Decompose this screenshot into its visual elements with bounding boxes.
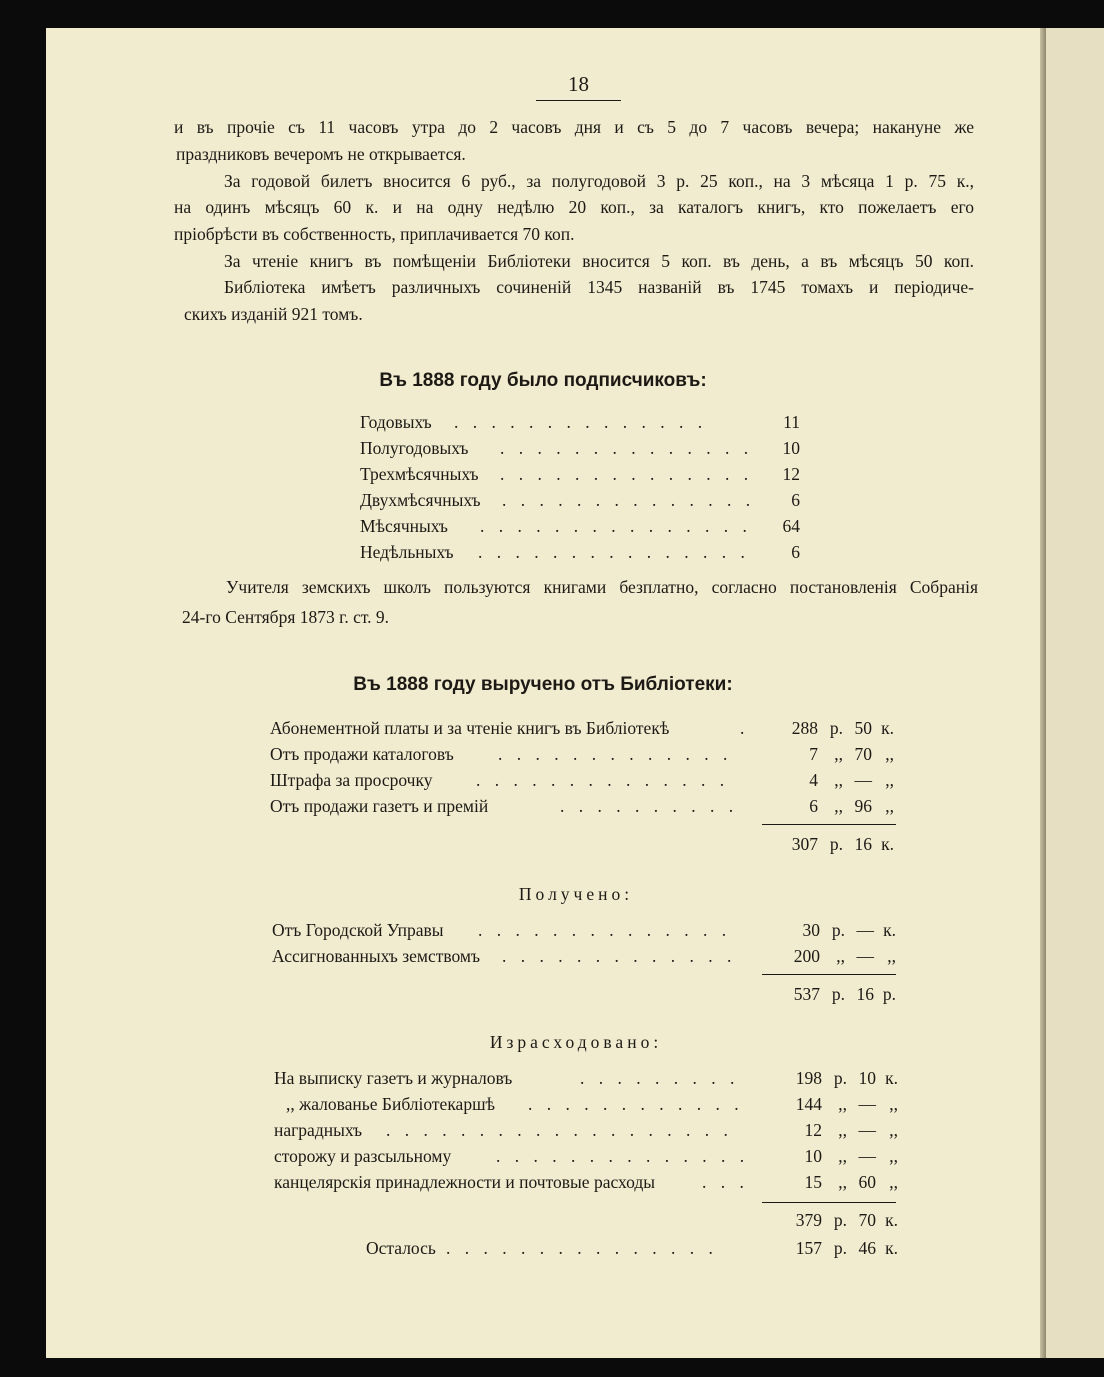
- leader-dots: . . . . . . . . . . . . . . .: [480, 516, 752, 536]
- document-page: [46, 28, 1040, 1358]
- kopecks-unit: к.: [885, 1210, 898, 1230]
- revenue-row: [270, 718, 900, 744]
- leader-dots: . . . . . . . . . . . . . . .: [478, 542, 750, 562]
- kopecks-value: 16: [856, 984, 874, 1004]
- subscriber-label: Двухмѣсячныхъ: [360, 490, 481, 510]
- leader-dots: . . . . . . . . . . . . . .: [500, 438, 754, 458]
- subscriber-value: 6: [791, 490, 800, 510]
- subscriber-value: 10: [782, 438, 800, 458]
- rubles-value: 4: [809, 770, 818, 790]
- expense-label: На выписку газетъ и журналовъ: [274, 1068, 513, 1088]
- rubles-unit: р.: [831, 920, 845, 940]
- kopecks-value: —: [856, 946, 874, 966]
- kopecks-unit: ,,: [885, 770, 894, 790]
- kopecks-value: 60: [858, 1172, 876, 1192]
- kopecks-value: 96: [854, 796, 872, 816]
- kopecks-value: —: [858, 1094, 876, 1114]
- kopecks-value: —: [858, 1120, 876, 1140]
- kopecks-unit: ,,: [887, 946, 896, 966]
- kopecks-value: 70: [858, 1210, 876, 1230]
- revenue-total: [270, 834, 900, 860]
- subscriber-value: 6: [791, 542, 800, 562]
- sum-rule: [762, 824, 896, 825]
- kopecks-unit: ,,: [885, 796, 894, 816]
- rubles-unit: ,,: [834, 744, 843, 764]
- rubles-unit: р.: [831, 984, 845, 1004]
- kopecks-unit: ,,: [889, 1120, 898, 1140]
- rubles-unit: р.: [829, 834, 843, 854]
- sum-rule: [762, 1202, 896, 1203]
- remainder-label: Осталось: [366, 1238, 436, 1258]
- kopecks-unit: р.: [882, 984, 896, 1004]
- subscriber-value: 12: [782, 464, 800, 484]
- page-number: 18: [536, 72, 621, 101]
- leader-dots: . . . . . . . . . .: [560, 796, 739, 816]
- received-label: Отъ Городской Управы: [272, 920, 444, 940]
- subscriber-row: [360, 438, 810, 464]
- subscriber-row: [360, 516, 810, 542]
- revenue-label: Абонементной платы и за чтеніе книгъ въ Библіотекѣ: [270, 718, 670, 738]
- rubles-unit: ,,: [836, 946, 845, 966]
- subscriber-row: [360, 464, 810, 490]
- kopecks-unit: к.: [881, 718, 894, 738]
- expense-row: [274, 1094, 900, 1120]
- rubles-unit: р.: [833, 1210, 847, 1230]
- expense-row: [274, 1146, 900, 1172]
- rubles-value: 6: [809, 796, 818, 816]
- expense-label: наградныхъ: [274, 1120, 362, 1140]
- rubles-unit: р.: [833, 1068, 847, 1088]
- leader-dots: . . . . . . . . . . . . .: [502, 946, 737, 966]
- intro-line: За годовой билетъ вносится 6 руб., за полугодовой 3 р. 25 коп., на 3 мѣсяца 1 р. 75 к.,: [224, 171, 974, 191]
- kopecks-value: 10: [858, 1068, 876, 1088]
- kopecks-unit: к.: [881, 834, 894, 854]
- kopecks-value: —: [856, 920, 874, 940]
- leader-dots: . . . . . . . . .: [580, 1068, 740, 1088]
- expenses-heading: Израсходовано:: [489, 1032, 663, 1052]
- remainder-row: [274, 1238, 900, 1264]
- intro-line: Библіотека имѣетъ различныхъ сочиненій 1345 названій въ 1745 томахъ и періодиче-: [224, 277, 974, 297]
- subscriber-label: Мѣсячныхъ: [360, 516, 448, 536]
- kopecks-unit: к.: [885, 1068, 898, 1088]
- subscriber-label: Полугодовыхъ: [360, 438, 469, 458]
- expense-label: канцелярскія принадлежности и почтовые расходы: [274, 1172, 655, 1192]
- subscriber-row: [360, 412, 810, 438]
- kopecks-value: 16: [854, 834, 872, 854]
- subscriber-row: [360, 490, 810, 516]
- teachers-note-line: 24-го Сентября 1873 г. ст. 9.: [182, 607, 390, 627]
- rubles-value: 7: [809, 744, 818, 764]
- subscriber-value: 64: [782, 516, 800, 536]
- rubles-value: 157: [795, 1238, 822, 1258]
- revenue-row: [270, 770, 900, 796]
- revenue-label: Отъ продажи каталоговъ: [270, 744, 454, 764]
- subscriber-row: [360, 542, 810, 568]
- rubles-value: 10: [804, 1146, 822, 1166]
- kopecks-unit: ,,: [889, 1172, 898, 1192]
- rubles-value: 15: [804, 1172, 822, 1192]
- kopecks-value: 50: [854, 718, 872, 738]
- leader-dots: . . . . . . . . . . . . . .: [478, 920, 732, 940]
- kopecks-unit: к.: [885, 1238, 898, 1258]
- expense-row: [274, 1120, 900, 1146]
- kopecks-value: 46: [858, 1238, 876, 1258]
- received-total: [272, 984, 900, 1010]
- expense-row: [274, 1172, 900, 1198]
- leader-dots: . . . . . . . . . . . . . . .: [446, 1238, 718, 1258]
- rubles-value: 307: [791, 834, 818, 854]
- rubles-unit: р.: [829, 718, 843, 738]
- received-heading: Получено:: [518, 884, 634, 904]
- kopecks-value: 70: [854, 744, 872, 764]
- leader-dots: . . . . . . . . . . . . . .: [454, 412, 708, 432]
- kopecks-unit: ,,: [889, 1146, 898, 1166]
- rubles-unit: ,,: [838, 1120, 847, 1140]
- revenue-row: [270, 796, 900, 822]
- rubles-value: 288: [791, 718, 818, 738]
- received-row: [272, 946, 900, 972]
- rubles-value: 198: [795, 1068, 822, 1088]
- leader-dots: . . .: [702, 1172, 749, 1192]
- rubles-unit: р.: [833, 1238, 847, 1258]
- kopecks-unit: к.: [883, 920, 896, 940]
- received-row: [272, 920, 900, 946]
- rubles-value: 144: [795, 1094, 822, 1114]
- leader-dots: . . . . . . . . . . . . . .: [500, 464, 754, 484]
- subscribers-heading: Въ 1888 году было подписчиковъ:: [379, 370, 707, 391]
- intro-line: праздниковъ вечеромъ не открывается.: [176, 144, 466, 164]
- revenue-row: [270, 744, 900, 770]
- adjacent-page-edge: [1046, 28, 1104, 1358]
- leader-dots: . . . . . . . . . . . . . .: [496, 1146, 750, 1166]
- leader-dots: . . . . . . . . . . . . . .: [476, 770, 730, 790]
- revenue-heading: Въ 1888 году выручено отъ Библіотеки:: [353, 674, 733, 695]
- rubles-value: 200: [793, 946, 820, 966]
- rubles-value: 537: [793, 984, 820, 1004]
- rubles-unit: ,,: [834, 796, 843, 816]
- subscriber-label: Недѣльныхъ: [360, 542, 454, 562]
- rubles-value: 379: [795, 1210, 822, 1230]
- subscriber-label: Годовыхъ: [360, 412, 432, 432]
- intro-line: За чтеніе книгъ въ помѣщеніи Библіотеки вносится 5 коп. въ день, а въ мѣсяцъ 50 коп.: [224, 251, 974, 271]
- kopecks-value: —: [854, 770, 872, 790]
- kopecks-value: —: [858, 1146, 876, 1166]
- rubles-value: 12: [804, 1120, 822, 1140]
- intro-line: скихъ изданій 921 томъ.: [184, 304, 363, 324]
- intro-line: на одинъ мѣсяцъ 60 к. и на одну недѣлю 20 коп., за каталогъ книгъ, кто пожелаетъ его: [174, 197, 974, 217]
- kopecks-unit: ,,: [889, 1094, 898, 1114]
- received-label: Ассигнованныхъ земствомъ: [272, 946, 481, 966]
- leader-dots: .: [740, 718, 750, 738]
- kopecks-unit: ,,: [885, 744, 894, 764]
- subscriber-value: 11: [783, 412, 800, 432]
- rubles-unit: ,,: [838, 1146, 847, 1166]
- leader-dots: . . . . . . . . . . . . .: [498, 744, 733, 764]
- subscriber-label: Трехмѣсячныхъ: [360, 464, 479, 484]
- intro-line: пріобрѣсти въ собственность, приплачивается 70 коп.: [174, 224, 575, 244]
- leader-dots: . . . . . . . . . . . . . .: [502, 490, 755, 510]
- expense-label: сторожу и разсыльному: [274, 1146, 452, 1166]
- intro-line: и въ прочіе съ 11 часовъ утра до 2 часовъ дня и съ 5 до 7 часовъ вечера; накануне же: [174, 117, 974, 137]
- revenue-label: Штрафа за просрочку: [270, 770, 433, 790]
- revenue-label: Отъ продажи газетъ и премій: [270, 796, 489, 816]
- expense-label: ,, жалованье Библіотекаршѣ: [286, 1094, 496, 1114]
- leader-dots: . . . . . . . . . . . . . . . . . . .: [386, 1120, 733, 1140]
- rubles-unit: ,,: [834, 770, 843, 790]
- expenses-total: [274, 1210, 900, 1236]
- rubles-unit: ,,: [838, 1172, 847, 1192]
- rubles-unit: ,,: [838, 1094, 847, 1114]
- leader-dots: . . . . . . . . . . . .: [528, 1094, 744, 1114]
- teachers-note-line: Учителя земскихъ школъ пользуются книгами безплатно, согласно постановленія Собранія: [226, 577, 978, 597]
- expense-row: [274, 1068, 900, 1094]
- sum-rule: [762, 974, 896, 975]
- rubles-value: 30: [802, 920, 820, 940]
